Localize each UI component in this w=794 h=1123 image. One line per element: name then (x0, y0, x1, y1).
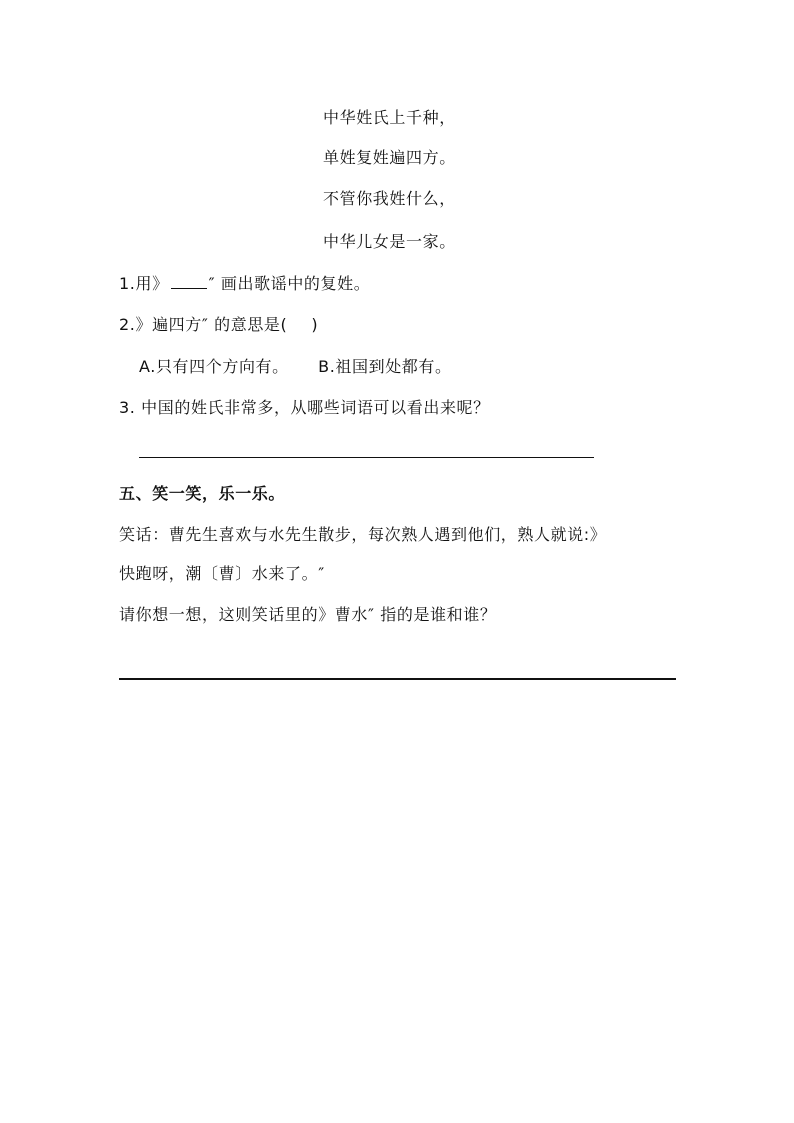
poem-line-1: 中华姓氏上千种， (323, 108, 456, 127)
option-b: B.祖国到处都有。 (318, 357, 452, 376)
question-2-suffix: ) (311, 315, 319, 334)
underline-blank (171, 274, 207, 289)
question-1 (119, 274, 370, 294)
option-a: A.只有四个方向有。 (139, 357, 289, 376)
poem-line-2: 单姓复姓遍四方。 (323, 148, 456, 167)
question-2-prefix: 2.》遍四方″ 的意思是( (119, 315, 288, 334)
section-5-question: 请你想一想，这则笑话里的》曹水″ 指的是谁和谁？ (119, 605, 497, 624)
question-2-options (139, 357, 452, 377)
question-1-suffix: ″ 画出歌谣中的复姓。 (208, 274, 371, 293)
section-5-title: 五、笑一笑，乐一乐。 (119, 484, 286, 503)
joke-line-1: 笑话：曹先生喜欢与水先生散步，每次熟人遇到他们，熟人就说:》 (119, 525, 607, 544)
poem-line-4: 中华儿女是一家。 (323, 232, 456, 251)
poem-line-3: 不管你我姓什么， (323, 189, 456, 208)
answer-line-section-5[interactable] (119, 678, 676, 680)
question-3: 3. 中国的姓氏非常多，从哪些词语可以看出来呢？ (119, 398, 490, 417)
joke-line-2: 快跑呀，潮〔曹〕水来了。″ (119, 564, 325, 583)
question-1-prefix: 1.用》 (119, 274, 169, 293)
answer-line-q3[interactable] (139, 457, 594, 458)
question-2 (119, 315, 318, 335)
